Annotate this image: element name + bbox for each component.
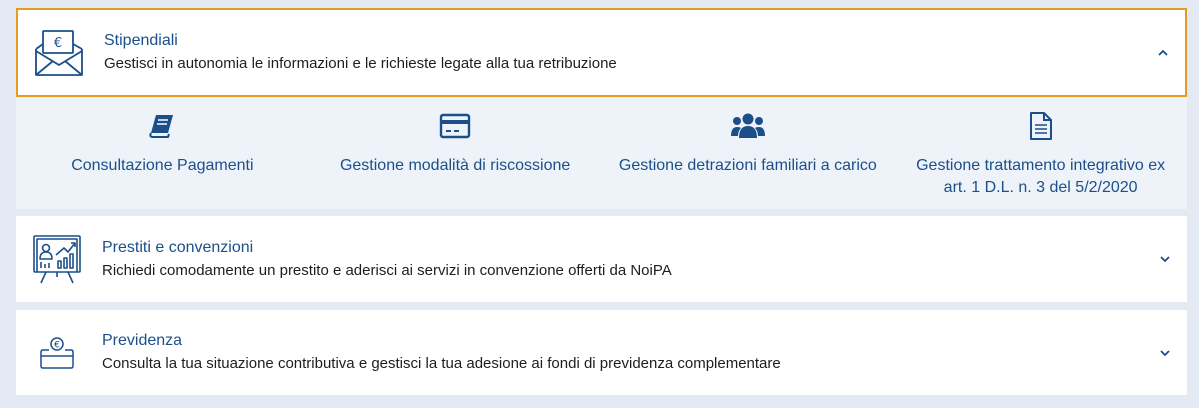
section-stipendiali-header[interactable] bbox=[18, 10, 1185, 95]
service-label: Consultazione Pagamenti bbox=[71, 157, 254, 174]
document-icon bbox=[1029, 111, 1053, 141]
envelope-euro-icon bbox=[34, 28, 84, 78]
section-description: Consulta la tua situazione contributiva e gestisci la tua adesione ai fondi di previdenza complementare bbox=[102, 355, 781, 372]
service-gestione-trattamento-integrativo[interactable] bbox=[894, 97, 1187, 209]
section-stipendiali[interactable] bbox=[16, 8, 1187, 97]
stipendiali-services bbox=[16, 97, 1187, 209]
presentation-chart-icon bbox=[32, 234, 82, 284]
service-gestione-detrazioni-familiari[interactable] bbox=[602, 97, 895, 209]
service-label: Gestione modalità di riscossione bbox=[339, 157, 571, 174]
book-icon bbox=[148, 111, 176, 141]
chevron-down-icon[interactable] bbox=[1157, 345, 1173, 361]
service-gestione-modalita-riscossione[interactable] bbox=[309, 97, 602, 209]
section-previdenza-header[interactable] bbox=[16, 310, 1187, 395]
section-prestiti-convenzioni[interactable] bbox=[16, 216, 1187, 302]
service-label-line2: art. 1 D.L. n. 3 del 5/2/2020 bbox=[943, 179, 1138, 196]
wallet-euro-icon bbox=[32, 328, 82, 378]
service-consultazione-pagamenti[interactable] bbox=[16, 97, 309, 209]
chevron-up-icon[interactable] bbox=[1155, 45, 1171, 61]
users-icon bbox=[731, 111, 765, 141]
section-previdenza[interactable] bbox=[16, 310, 1187, 395]
section-title: Stipendiali bbox=[104, 32, 178, 49]
section-description: Gestisci in autonomia le informazioni e le richieste legate alla tua retribuzione bbox=[104, 55, 617, 72]
svg-text:€: € bbox=[54, 340, 60, 350]
service-label-line1: Gestione trattamento integrativo ex bbox=[916, 157, 1166, 174]
section-title: Prestiti e convenzioni bbox=[102, 238, 254, 256]
svg-text:€: € bbox=[53, 35, 63, 51]
chevron-down-icon[interactable] bbox=[1157, 251, 1173, 267]
service-label: Gestione detrazioni familiari a carico bbox=[618, 157, 877, 174]
section-description: Richiedi comodamente un prestito e aderisci ai servizi in convenzione offerti da NoiPA bbox=[102, 261, 672, 279]
section-title: Previdenza bbox=[102, 332, 183, 349]
section-prestiti-header[interactable] bbox=[16, 216, 1187, 302]
credit-card-icon bbox=[439, 111, 471, 141]
service-label bbox=[916, 155, 1165, 199]
